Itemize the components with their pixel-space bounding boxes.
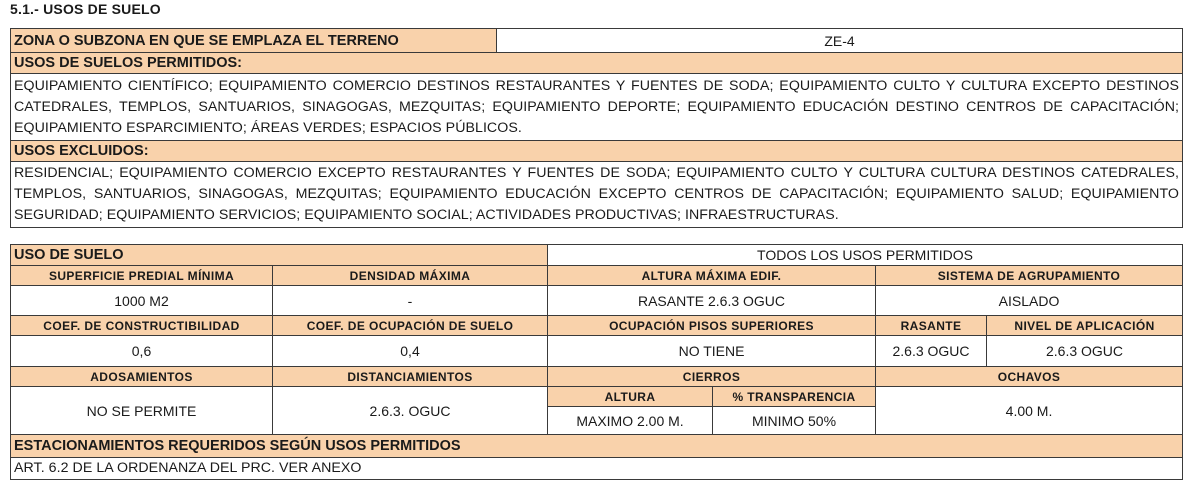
ochavos-header: OCHAVOS: [876, 367, 1183, 387]
agrupamiento-header: SISTEMA DE AGRUPAMIENTO: [876, 266, 1183, 286]
nivel-aplicacion-header: NIVEL DE APLICACIÓN: [987, 316, 1183, 336]
estacionamientos-header: ESTACIONAMIENTOS REQUERIDOS SEGÚN USOS PERMITIDOS: [11, 435, 1183, 458]
cierros-transparencia-header: % TRANSPARENCIA: [713, 387, 876, 407]
cierros-header: CIERROS: [548, 367, 876, 387]
uso-suelo-value: TODOS LOS USOS PERMITIDOS: [548, 245, 1183, 266]
superficie-value: 1000 M2: [11, 286, 273, 316]
cierros-transparencia-value: MINIMO 50%: [713, 407, 876, 435]
cierros-altura-header: ALTURA: [548, 387, 713, 407]
excluidos-text: RESIDENCIAL; EQUIPAMIENTO COMERCIO EXCEPTO RESTAURANTES Y FUENTES DE SODA; EQUIPAMIENTO CULTO Y CULTURA CULTURA DESTINOS CATEDRALES, TEMPLOS, SANTUARIOS, SINAGOGAS, MEZQUITAS; EQUIPAMIENTO EDUCACIÓN EXCEPTO CENTROS DE CAPACITACIÓN; EQUIPAMIENTO SALUD; EQUIPAMIENTO SEGURIDAD; EQUIPAMIENTO SERVICIOS; EQUIPAMIENTO SOCIAL; ACTIVIDADES PRODUCTIVAS; INFRAESTRUCTURAS.: [11, 162, 1183, 228]
permitidos-header: USOS DE SUELOS PERMITIDOS:: [11, 53, 1183, 74]
superficie-header: SUPERFICIE PREDIAL MÍNIMA: [11, 266, 273, 286]
section-title: 5.1.- USOS DE SUELO: [10, 1, 161, 17]
distanciamientos-header: DISTANCIAMIENTOS: [273, 367, 548, 387]
uso-suelo-label: USO DE SUELO: [11, 245, 548, 266]
altura-max-header: ALTURA MÁXIMA EDIF.: [548, 266, 876, 286]
zoning-table: [10, 28, 1183, 228]
pisos-superiores-header: OCUPACIÓN PISOS SUPERIORES: [548, 316, 876, 336]
rasante-value: 2.6.3 OGUC: [876, 336, 987, 367]
altura-max-value: RASANTE 2.6.3 OGUC: [548, 286, 876, 316]
pisos-superiores-value: NO TIENE: [548, 336, 876, 367]
permitidos-text: EQUIPAMIENTO CIENTÍFICO; EQUIPAMIENTO COMERCIO DESTINOS RESTAURANTES Y FUENTES DE SODA; EQUIPAMIENTO CULTO Y CULTURA EXCEPTO DESTINOS CATEDRALES, TEMPLOS, SANTUARIOS, SINAGOGAS, MEZQUITAS; EQUIPAMIENTO DEPORTE; EQUIPAMIENTO EDUCACIÓN DESTINO CENTROS DE CAPACITACIÓN; EQUIPAMIENTO ESPARCIMIENTO; ÁREAS VERDES; ESPACIOS PÚBLICOS.: [11, 74, 1183, 141]
adosamientos-header: ADOSAMIENTOS: [11, 367, 273, 387]
constructibilidad-header: COEF. DE CONSTRUCTIBILIDAD: [11, 316, 273, 336]
parameters-table: [10, 244, 1183, 480]
ocupacion-suelo-value: 0,4: [273, 336, 548, 367]
cierros-altura-value: MAXIMO 2.00 M.: [548, 407, 713, 435]
agrupamiento-value: AISLADO: [876, 286, 1183, 316]
constructibilidad-value: 0,6: [11, 336, 273, 367]
excluidos-header: USOS EXCLUIDOS:: [11, 141, 1183, 162]
adosamientos-value: NO SE PERMITE: [11, 387, 273, 435]
distanciamientos-value: 2.6.3. OGUC: [273, 387, 548, 435]
nivel-aplicacion-value: 2.6.3 OGUC: [987, 336, 1183, 367]
estacionamientos-text: ART. 6.2 DE LA ORDENANZA DEL PRC. VER ANEXO: [11, 458, 1183, 480]
zona-value: ZE-4: [497, 29, 1183, 53]
densidad-header: DENSIDAD MÁXIMA: [273, 266, 548, 286]
densidad-value: -: [273, 286, 548, 316]
ocupacion-suelo-header: COEF. DE OCUPACIÓN DE SUELO: [273, 316, 548, 336]
rasante-header: RASANTE: [876, 316, 987, 336]
ochavos-value: 4.00 M.: [876, 387, 1183, 435]
zona-label: ZONA O SUBZONA EN QUE SE EMPLAZA EL TERRENO: [11, 29, 497, 53]
